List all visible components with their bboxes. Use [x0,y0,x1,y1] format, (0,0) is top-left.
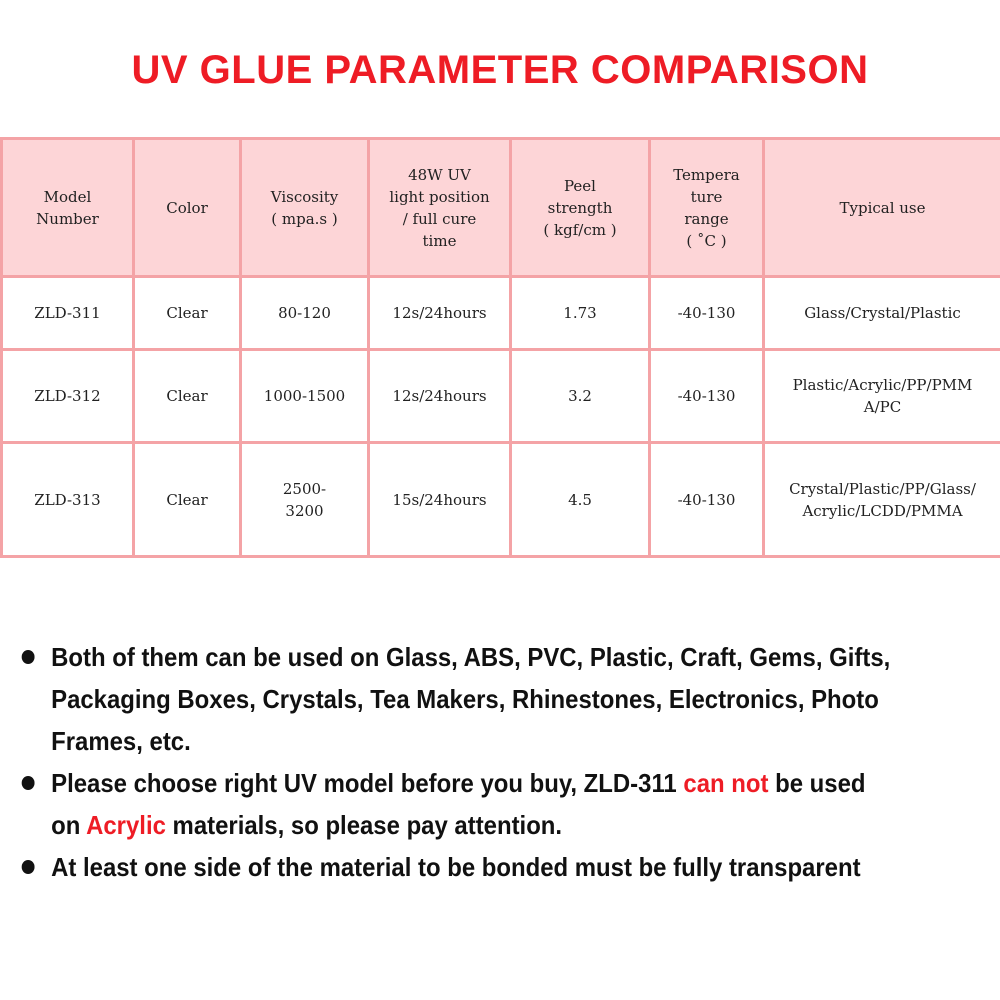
header-temperature-range: Tempera ture range ( ˚C ) [650,139,764,277]
cell-temperature-range: -40-130 [650,277,764,350]
cell-cure-time: 12s/24hours [369,350,511,443]
parameter-table [0,137,1000,558]
cell-model-number: ZLD-311 [2,277,134,350]
bullet-icon [22,860,35,874]
cell-viscosity: 1000-1500 [241,350,369,443]
list-item [18,636,901,762]
warning-highlight: can not [683,768,769,798]
cell-typical-use: Crystal/Plastic/PP/Glass/ Acrylic/LCDD/PMMA [764,443,1000,557]
cell-peel-strength: 4.5 [511,443,650,557]
cell-cure-time: 12s/24hours [369,277,511,350]
cell-model-number: ZLD-313 [2,443,134,557]
note-text: At least one side of the material to be bonded must be fully transparent [51,852,861,882]
cell-viscosity: 80-120 [241,277,369,350]
note-text: materials, so please pay attention. [165,810,563,840]
cell-cure-time: 15s/24hours [369,443,511,557]
cell-color: Clear [134,277,241,350]
cell-color: Clear [134,443,241,557]
note-text: be used on [51,768,866,840]
cell-temperature-range: -40-130 [650,350,764,443]
cell-model-number: ZLD-312 [2,350,134,443]
usage-notes-list [18,636,901,888]
cell-peel-strength: 3.2 [511,350,650,443]
table-row [2,443,1000,557]
page-title: UV GLUE PARAMETER COMPARISON [131,48,869,92]
header-typical-use: Typical use [764,139,1000,277]
table-row [2,277,1000,350]
list-item [18,762,901,846]
header-cure-time: 48W UV light position / full cure time [369,139,511,277]
bullet-icon [22,776,35,790]
cell-color: Clear [134,350,241,443]
cell-typical-use: Glass/Crystal/Plastic [764,277,1000,350]
table-row [2,350,1000,443]
bullet-icon [22,650,35,664]
table-header-row [2,139,1000,277]
cell-temperature-range: -40-130 [650,443,764,557]
header-peel-strength: Peel strength ( kgf/cm ) [511,139,650,277]
note-text: Both of them can be used on Glass, ABS, PVC, Plastic, Craft, Gems, Gifts, Packaging Boxes, Crystals, Tea Makers, Rhinestones, Electronics, Photo Frames, etc. [51,642,891,756]
header-model-number: Model Number [2,139,134,277]
header-color: Color [134,139,241,277]
header-viscosity: Viscosity ( mpa.s ) [241,139,369,277]
cell-viscosity: 2500- 3200 [241,443,369,557]
cell-typical-use: Plastic/Acrylic/PP/PMM A/PC [764,350,1000,443]
cell-peel-strength: 1.73 [511,277,650,350]
note-text: Please choose right UV model before you buy, ZLD-311 [51,768,684,798]
material-highlight: Acrylic [86,810,166,840]
list-item [18,846,901,888]
